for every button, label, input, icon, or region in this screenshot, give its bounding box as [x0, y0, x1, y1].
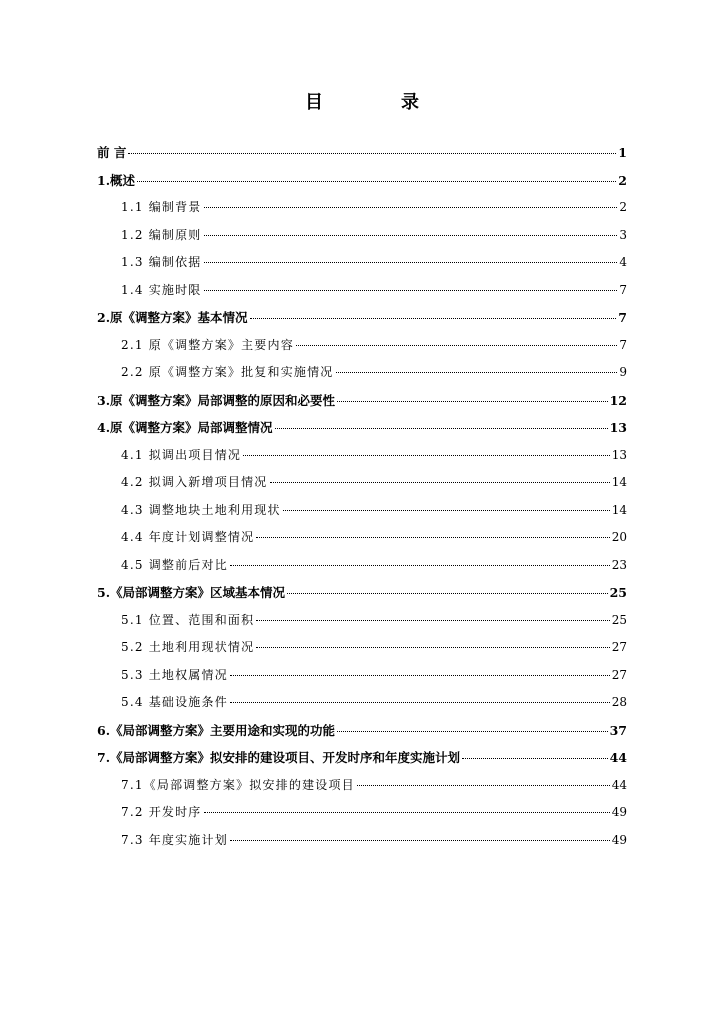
- toc-section-entry[interactable]: [97, 332, 627, 360]
- toc-section-entry[interactable]: [97, 359, 627, 387]
- toc-chapter-entry[interactable]: [97, 744, 627, 772]
- toc-section-entry[interactable]: [97, 662, 627, 690]
- toc-entry-label: 4.原《调整方案》局部调整情况: [97, 420, 273, 435]
- toc-dot-leader: [296, 345, 617, 346]
- toc-entry-label: 2.原《调整方案》基本情况: [97, 310, 248, 325]
- toc-section-entry[interactable]: [97, 277, 627, 305]
- toc-page-number: 25: [611, 612, 627, 627]
- toc-section-entry[interactable]: [97, 524, 627, 552]
- toc-section-entry[interactable]: [97, 607, 627, 635]
- toc-dot-leader: [230, 675, 610, 676]
- toc-page-number: 44: [609, 750, 627, 765]
- toc-entry-label: 5.4 基础设施条件: [121, 695, 228, 709]
- toc-section-entry[interactable]: [97, 497, 627, 525]
- toc-page-number: 44: [611, 777, 627, 792]
- toc-dot-leader: [337, 401, 608, 402]
- toc-chapter-entry[interactable]: [97, 717, 627, 745]
- toc-dot-leader: [204, 262, 618, 263]
- toc-entry-label: 2.2 原《调整方案》批复和实施情况: [121, 365, 334, 379]
- toc-dot-leader: [256, 620, 609, 621]
- toc-page-number: 1: [618, 145, 627, 160]
- toc-dot-leader: [357, 785, 610, 786]
- toc-section-entry[interactable]: [97, 827, 627, 855]
- toc-entry-label: 5.《局部调整方案》区域基本情况: [97, 585, 286, 600]
- toc-entry-label: 7.1《局部调整方案》拟安排的建设项目: [121, 777, 355, 792]
- toc-page-number: 28: [611, 695, 627, 709]
- toc-entry-label: 5.1 位置、范围和面积: [121, 612, 255, 627]
- toc-entry-label: 4.1 拟调出项目情况: [121, 447, 242, 462]
- toc-dot-leader: [128, 153, 616, 154]
- toc-page-number: 3: [619, 227, 627, 242]
- toc-dot-leader: [283, 510, 610, 511]
- toc-page-number: 14: [611, 475, 627, 489]
- toc-entry-label: 3.原《调整方案》局部调整的原因和必要性: [97, 392, 336, 408]
- toc-section-entry[interactable]: [97, 772, 627, 800]
- table-of-contents: [97, 139, 627, 854]
- toc-page-number: 49: [611, 832, 627, 847]
- toc-dot-leader: [243, 455, 610, 456]
- toc-dot-leader: [204, 235, 618, 236]
- toc-chapter-entry[interactable]: [97, 304, 627, 332]
- toc-dot-leader: [204, 812, 610, 813]
- toc-section-entry[interactable]: [97, 249, 627, 277]
- toc-page-number: 20: [611, 530, 627, 544]
- toc-chapter-entry[interactable]: [97, 387, 627, 415]
- toc-entry-label: 4.2 拟调入新增项目情况: [121, 475, 268, 489]
- toc-dot-leader: [204, 290, 618, 291]
- toc-page-number: 13: [609, 420, 627, 435]
- toc-page-number: 2: [618, 172, 627, 188]
- toc-entry-label: 7.3 年度实施计划: [121, 832, 228, 847]
- toc-section-entry[interactable]: [97, 442, 627, 470]
- toc-page-number: 14: [611, 502, 627, 517]
- toc-section-entry[interactable]: [97, 552, 627, 580]
- toc-dot-leader: [230, 840, 610, 841]
- toc-section-entry[interactable]: [97, 194, 627, 222]
- toc-page-number: 27: [611, 667, 627, 682]
- toc-section-entry[interactable]: [97, 469, 627, 497]
- toc-dot-leader: [137, 181, 616, 182]
- toc-entry-label: 4.3 调整地块土地利用现状: [121, 502, 281, 517]
- toc-entry-label: 5.3 土地权属情况: [121, 667, 228, 682]
- toc-entry-label: 1.概述: [97, 172, 136, 188]
- toc-entry-label: 5.2 土地利用现状情况: [121, 640, 255, 654]
- toc-page-number: 7: [619, 282, 627, 297]
- toc-page-number: 27: [611, 640, 627, 654]
- toc-dot-leader: [230, 702, 610, 703]
- toc-entry-label: 6.《局部调整方案》主要用途和实现的功能: [97, 722, 336, 738]
- toc-page-number: 23: [611, 557, 627, 572]
- toc-page-number: 13: [611, 447, 627, 462]
- toc-page-number: 9: [619, 365, 627, 379]
- toc-dot-leader: [250, 318, 617, 319]
- toc-entry-label: 2.1 原《调整方案》主要内容: [121, 337, 294, 352]
- toc-page-number: 4: [619, 255, 627, 269]
- toc-dot-leader: [256, 537, 609, 538]
- toc-page-number: 49: [611, 805, 627, 819]
- toc-entry-label: 1.3 编制依据: [121, 255, 202, 269]
- toc-dot-leader: [275, 428, 608, 429]
- toc-chapter-entry[interactable]: [97, 139, 627, 167]
- toc-dot-leader: [270, 482, 610, 483]
- toc-section-entry[interactable]: [97, 689, 627, 717]
- toc-page-number: 12: [609, 392, 627, 408]
- toc-entry-label: 7.《局部调整方案》拟安排的建设项目、开发时序和年度实施计划: [97, 750, 461, 765]
- toc-dot-leader: [287, 593, 608, 594]
- toc-entry-label: 1.1 编制背景: [121, 200, 202, 214]
- toc-page-number: 2: [619, 200, 627, 214]
- toc-dot-leader: [462, 758, 608, 759]
- toc-entry-label: 4.4 年度计划调整情况: [121, 530, 255, 544]
- toc-page-number: 25: [609, 585, 627, 600]
- toc-dot-leader: [256, 647, 609, 648]
- page-title: 目 录: [305, 92, 449, 113]
- toc-chapter-entry[interactable]: [97, 167, 627, 195]
- toc-page-number: 37: [609, 722, 627, 738]
- toc-entry-label: 1.2 编制原则: [121, 227, 202, 242]
- toc-entry-label: 前 言: [97, 145, 127, 160]
- toc-entry-label: 4.5 调整前后对比: [121, 557, 228, 572]
- toc-dot-leader: [204, 207, 618, 208]
- toc-entry-label: 7.2 开发时序: [121, 805, 202, 819]
- toc-dot-leader: [336, 372, 618, 373]
- toc-page-number: 7: [619, 337, 627, 352]
- toc-page-number: 7: [618, 310, 627, 325]
- toc-section-entry[interactable]: [97, 222, 627, 250]
- toc-entry-label: 1.4 实施时限: [121, 282, 202, 297]
- toc-dot-leader: [337, 731, 608, 732]
- toc-dot-leader: [230, 565, 610, 566]
- toc-chapter-entry[interactable]: [97, 579, 627, 607]
- toc-chapter-entry[interactable]: [97, 414, 627, 442]
- toc-section-entry[interactable]: [97, 799, 627, 827]
- toc-section-entry[interactable]: [97, 634, 627, 662]
